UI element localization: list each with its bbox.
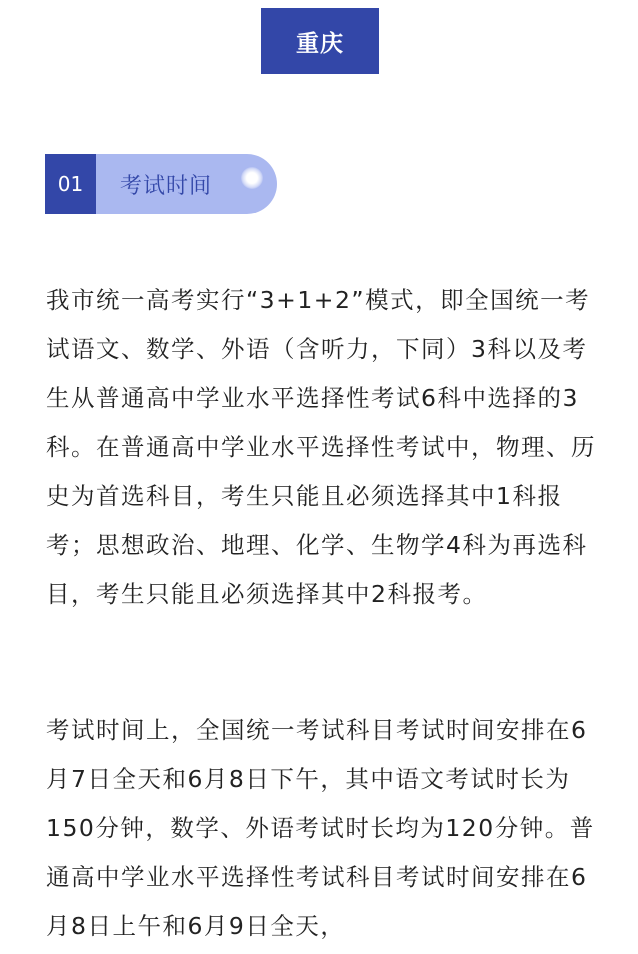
region-badge [261,8,379,74]
section-title: 考试时间 [120,173,213,199]
region-label: 重庆 [296,30,344,57]
section-number: 01 [45,154,96,214]
section-header [45,154,277,214]
paragraph-exam-time: 考试时间上，全国统一考试科目考试时间安排在6月7日全天和6月8日下午，其中语文考试时长为150分钟，数学、外语考试时长均为120分钟。普通高中学业水平选择性考试科目考试时间安排在6月8日上午和6月9日全天， [46,716,595,940]
paragraph-exam-mode: 我市统一高考实行“3+1+2”模式，即全国统一考试语文、数学、外语（含听力，下同）3科以及考生从普通高中学业水平选择性考试6科中选择的3科。在普通高中学业水平选择性考试中，物理、历史为首选科目，考生只能且必须选择其中1科报考；思想政治、地理、化学、生物学4科为再选科目，考生只能且必须选择其中2科报考。 [46,286,596,608]
sparkle-icon [241,167,263,189]
